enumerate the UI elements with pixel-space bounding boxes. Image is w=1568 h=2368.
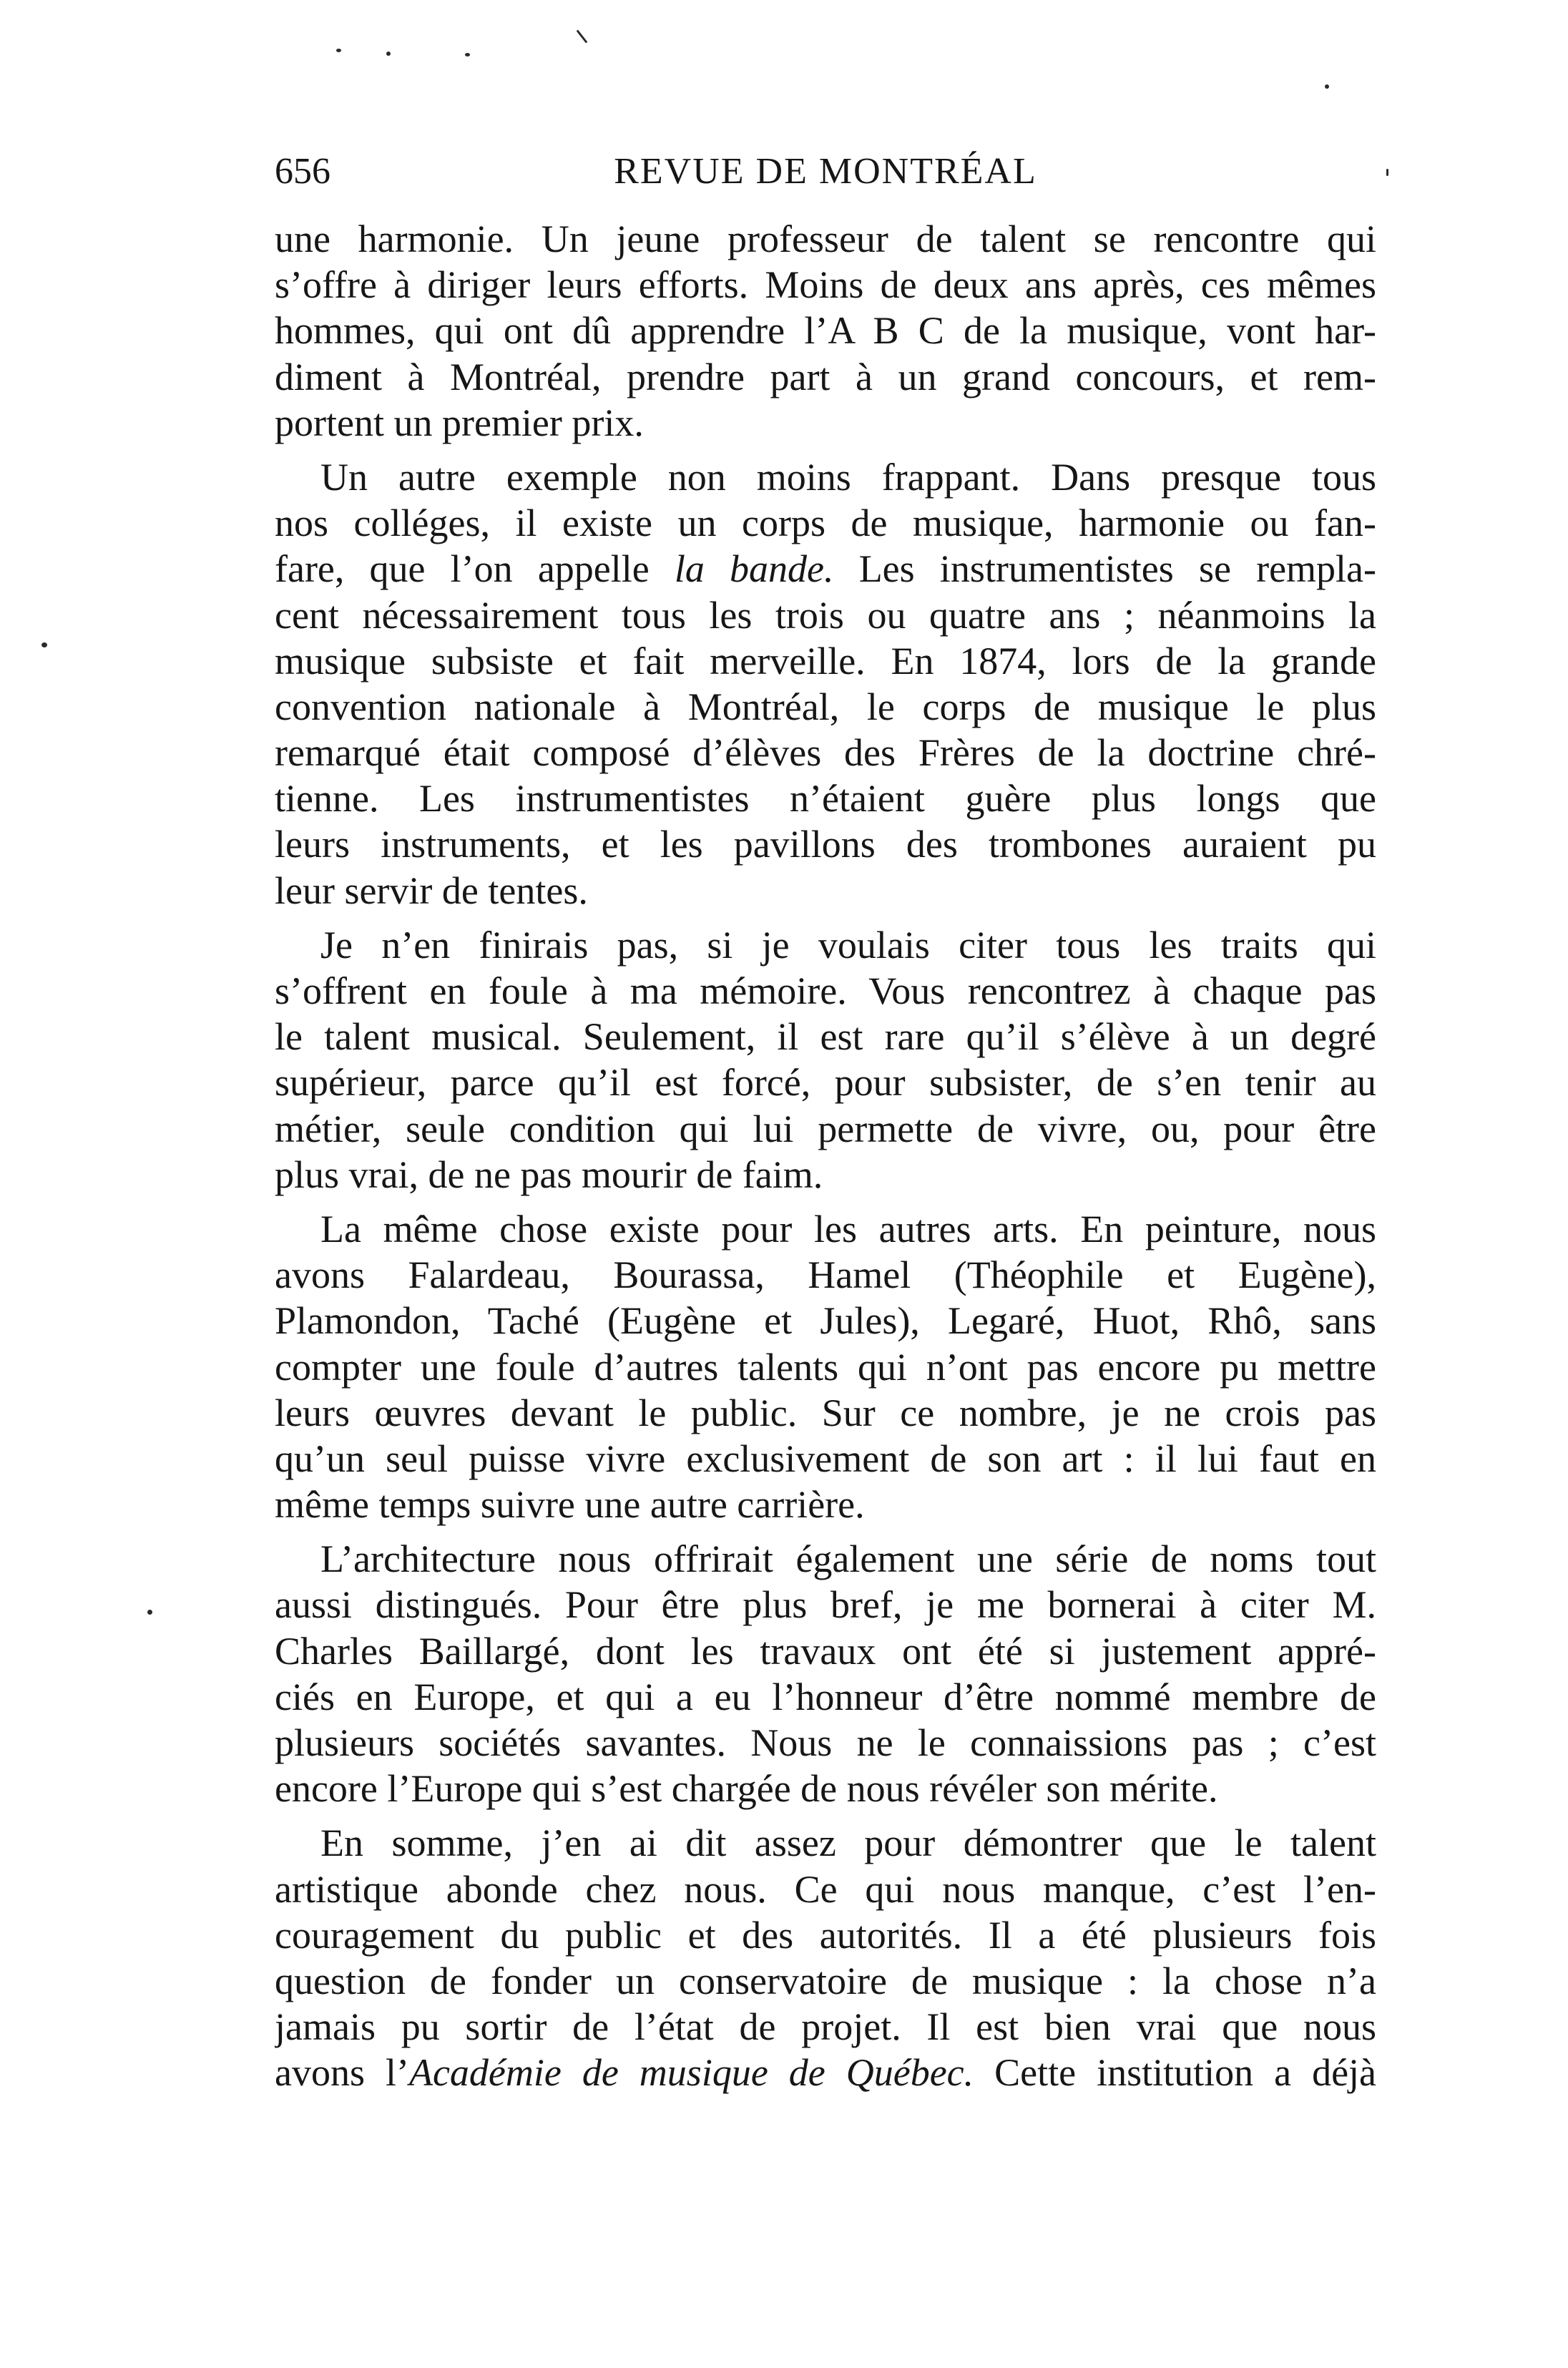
page-header xyxy=(275,143,1376,200)
text-line: aussi distingués. Pour être plus bref, je me bornerai à citer M. xyxy=(275,1583,1376,1627)
text-segment: Cette institution a déjà xyxy=(994,2051,1376,2095)
text-line: couragement du public et des autorités. Il a été plusieurs fois xyxy=(275,1913,1376,1957)
page-number: 656 xyxy=(275,151,330,192)
text-segment: Les instrumentistes se rempla- xyxy=(858,547,1376,591)
italic-term: la bande. xyxy=(674,547,834,591)
text-line: Plamondon, Taché (Eugène et Jules), Legaré, Huot, Rhô, sans xyxy=(275,1299,1376,1343)
running-title: REVUE DE MONTRÉAL xyxy=(614,151,1037,192)
ink-speck xyxy=(336,49,341,52)
text-line: plus vrai, de ne pas mourir de faim. xyxy=(275,1153,823,1196)
text-line: plusieurs sociétés savantes. Nous ne le connaissions pas ; c’est xyxy=(275,1721,1376,1764)
text-line: le talent musical. Seulement, il est rare qu’il s’élève à un degré xyxy=(275,1015,1376,1059)
text-line: supérieur, parce qu’il est forcé, pour subsister, de s’en tenir au xyxy=(275,1061,1376,1105)
text-line: nos colléges, il existe un corps de musique, harmonie ou fan- xyxy=(275,502,1376,545)
text-line: métier, seule condition qui lui permette de vivre, ou, pour être xyxy=(275,1107,1376,1150)
text-line: leur servir de tentes. xyxy=(275,869,588,912)
text-line: hommes, qui ont dû apprendre l’A B C de la musique, vont har- xyxy=(275,309,1376,353)
text-line: portent un premier prix. xyxy=(275,401,644,444)
ink-speck xyxy=(386,52,391,56)
text-line: encore l’Europe qui s’est chargée de nous révéler son mérite. xyxy=(275,1767,1218,1811)
text-line: avons Falardeau, Bourassa, Hamel (Théophile et Eugène), xyxy=(275,1253,1376,1297)
text-line xyxy=(275,2050,1376,2095)
text-line: Un autre exemple non moins frappant. Dans presque tous xyxy=(320,455,1376,499)
text-line: remarqué était composé d’élèves des Frères de la doctrine chré- xyxy=(275,731,1376,775)
text-line: leurs instruments, et les pavillons des trombones auraient pu xyxy=(275,823,1376,866)
ink-speck xyxy=(577,29,588,43)
ink-speck xyxy=(147,1610,152,1615)
text-line: La même chose existe pour les autres arts. En peinture, nous xyxy=(320,1207,1376,1251)
text-line: une harmonie. Un jeune professeur de talent se rencontre qui xyxy=(275,217,1376,260)
text-line xyxy=(275,546,1376,592)
italic-term: Académie de musique de Québec. xyxy=(408,2051,974,2095)
text-line: jamais pu sortir de l’état de projet. Il est bien vrai que nous xyxy=(275,2005,1376,2049)
ink-speck xyxy=(1386,169,1388,176)
ink-speck xyxy=(41,642,47,647)
text-line: même temps suivre une autre carrière. xyxy=(275,1483,865,1527)
text-line: musique subsiste et fait merveille. En 1874, lors de la grande xyxy=(275,639,1376,682)
text-line: compter une foule d’autres talents qui n’ont pas encore pu mettre xyxy=(275,1345,1376,1389)
text-line: s’offre à diriger leurs efforts. Moins de deux ans après, ces mêmes xyxy=(275,263,1376,307)
ink-speck xyxy=(1325,84,1329,89)
text-segment: fare, que l’on appelle xyxy=(275,547,650,591)
body-text xyxy=(275,216,1376,2096)
text-line: s’offrent en foule à ma mémoire. Vous rencontrez à chaque pas xyxy=(275,969,1376,1012)
text-line: En somme, j’en ai dit assez pour démontrer que le talent xyxy=(320,1821,1376,1865)
text-line: Je n’en finirais pas, si je voulais citer tous les traits qui xyxy=(320,923,1376,967)
text-line: qu’un seul puisse vivre exclusivement de son art : il lui faut en xyxy=(275,1437,1376,1480)
text-line: artistique abonde chez nous. Ce qui nous manque, c’est l’en- xyxy=(275,1867,1376,1911)
text-line: L’architecture nous offrirait également une série de noms tout xyxy=(320,1537,1376,1581)
text-line: Charles Baillargé, dont les travaux ont été si justement appré- xyxy=(275,1629,1376,1673)
text-line: question de fonder un conservatoire de musique : la chose n’a xyxy=(275,1959,1376,2002)
text-line: diment à Montréal, prendre part à un grand concours, et rem- xyxy=(275,355,1376,398)
text-segment: avons l’ xyxy=(275,2051,409,2095)
text-line: tienne. Les instrumentistes n’étaient guère plus longs que xyxy=(275,777,1376,821)
text-line: ciés en Europe, et qui a eu l’honneur d’être nommé membre de xyxy=(275,1675,1376,1718)
text-line: convention nationale à Montréal, le corps de musique le plus xyxy=(275,685,1376,728)
ink-speck xyxy=(465,53,470,57)
text-line: cent nécessairement tous les trois ou quatre ans ; néanmoins la xyxy=(275,593,1376,637)
text-line: leurs œuvres devant le public. Sur ce nombre, je ne crois pas xyxy=(275,1391,1376,1434)
